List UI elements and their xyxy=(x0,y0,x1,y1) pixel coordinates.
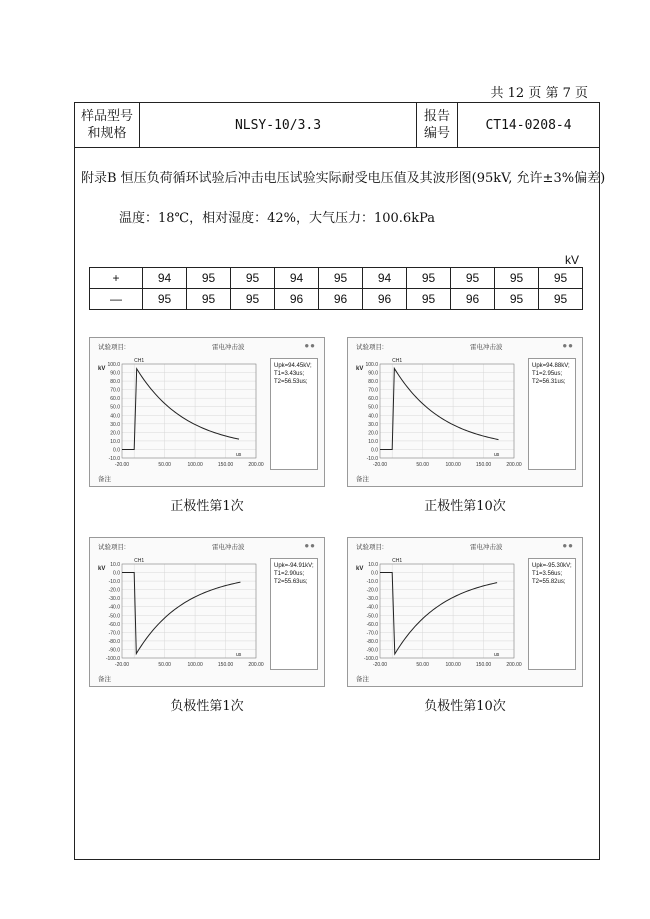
x-tick-label: 150.00 xyxy=(475,662,492,668)
y-tick-label: 60.0 xyxy=(368,396,378,403)
voltage-cell: 95 xyxy=(539,268,583,289)
panel-mode: 雷电冲击波 xyxy=(470,544,503,551)
waveform-panel xyxy=(89,537,325,687)
y-tick-label: -20.0 xyxy=(366,587,378,594)
voltage-cell: 96 xyxy=(319,289,363,310)
plot-area xyxy=(122,364,256,458)
t1-value: T1=3.56us; xyxy=(532,571,563,577)
voltage-cell: 94 xyxy=(143,268,187,289)
upk-value: Upk=-95.30kV; xyxy=(532,563,572,569)
y-tick-label: -30.0 xyxy=(108,596,120,603)
report-no-label: 报告 编号 xyxy=(417,103,458,147)
status-dots-icon: ●● xyxy=(562,341,574,350)
waveform-panel xyxy=(347,537,583,687)
voltage-cell: 95 xyxy=(451,268,495,289)
voltage-cell: 94 xyxy=(363,268,407,289)
voltage-cell: 95 xyxy=(187,268,231,289)
y-tick-label: -100.0 xyxy=(105,656,120,662)
waveform-params xyxy=(528,558,576,670)
status-dots-icon: ●● xyxy=(304,341,316,350)
y-tick-label: 30.0 xyxy=(110,421,120,428)
panel-title: 试验项目: xyxy=(98,544,126,551)
panel-note: 备注 xyxy=(356,676,369,683)
x-unit-label: us xyxy=(494,452,500,458)
y-tick-label: -10.0 xyxy=(366,579,378,586)
x-unit-label: us xyxy=(494,652,500,658)
x-tick-label: -20.00 xyxy=(114,462,130,468)
voltage-cell: 95 xyxy=(231,268,275,289)
y-tick-label: -10.0 xyxy=(108,579,120,586)
y-tick-label: 0.0 xyxy=(113,570,120,577)
voltage-cell: 94 xyxy=(275,268,319,289)
y-tick-label: 40.0 xyxy=(110,413,120,420)
y-tick-label: -50.0 xyxy=(366,613,378,620)
y-unit-label: kV xyxy=(356,566,364,572)
y-tick-label: -40.0 xyxy=(108,604,120,611)
panel-mode: 雷电冲击波 xyxy=(212,544,245,551)
y-tick-label: -90.0 xyxy=(108,647,120,654)
voltage-cell: 96 xyxy=(363,289,407,310)
appendix-caption: 附录B 恒压负荷循环试验后冲击电压试验实际耐受电压值及其波形图(95kV, 允许±3%偏差) xyxy=(81,171,606,186)
y-tick-label: 90.0 xyxy=(368,370,378,377)
panel-title: 试验项目: xyxy=(356,344,384,351)
panel-note: 备注 xyxy=(98,476,111,483)
y-unit-label: kV xyxy=(98,366,106,372)
voltage-cell: 95 xyxy=(319,268,363,289)
channel-label: CH1 xyxy=(392,558,403,564)
waveform-chart xyxy=(354,354,526,472)
channel-label: CH1 xyxy=(134,558,145,564)
y-tick-label: 0.0 xyxy=(371,447,378,454)
x-unit-label: us xyxy=(236,652,242,658)
x-tick-label: 200.00 xyxy=(248,662,264,668)
voltage-cell: 96 xyxy=(275,289,319,310)
test-conditions: 温度：18℃，相对湿度：42%，大气压力：100.6kPa xyxy=(119,211,435,226)
y-tick-label: -70.0 xyxy=(366,630,378,637)
y-tick-label: -60.0 xyxy=(366,621,378,628)
y-tick-label: 100.0 xyxy=(365,362,378,368)
x-tick-label: 100.00 xyxy=(187,662,203,668)
t1-value: T1=2.90us; xyxy=(274,571,305,577)
table-row xyxy=(90,289,583,310)
y-tick-label: 40.0 xyxy=(368,413,378,420)
waveform-params xyxy=(528,358,576,470)
voltage-cell: 95 xyxy=(495,289,539,310)
y-tick-label: -20.0 xyxy=(108,587,120,594)
waveform-chart xyxy=(96,354,268,472)
y-tick-label: 30.0 xyxy=(368,421,378,428)
x-tick-label: 150.00 xyxy=(217,662,234,668)
waveform-chart xyxy=(354,554,526,672)
report-no-value: CT14-0208-4 xyxy=(485,117,572,133)
x-tick-label: 50.00 xyxy=(158,662,171,668)
waveform-trace xyxy=(380,573,497,654)
panel-note: 备注 xyxy=(356,476,369,483)
voltage-cell: 95 xyxy=(143,289,187,310)
x-tick-label: 50.00 xyxy=(416,662,429,668)
x-tick-label: 200.00 xyxy=(506,462,522,468)
page-number: 共 12 页 第 7 页 xyxy=(490,86,588,101)
voltage-cell: 95 xyxy=(407,268,451,289)
x-tick-label: 200.00 xyxy=(248,462,264,468)
x-tick-label: 50.00 xyxy=(158,462,171,468)
waveform-caption: 负极性第10次 xyxy=(424,699,506,714)
x-tick-label: -20.00 xyxy=(372,462,388,468)
unit-label: kV xyxy=(564,253,579,267)
t1-value: T1=2.95us; xyxy=(532,371,563,377)
y-tick-label: 50.0 xyxy=(368,404,378,411)
channel-label: CH1 xyxy=(392,358,403,364)
y-unit-label: kV xyxy=(98,566,106,572)
y-tick-label: -70.0 xyxy=(108,630,120,637)
voltage-cell: 95 xyxy=(231,289,275,310)
y-tick-label: 90.0 xyxy=(110,370,120,377)
y-tick-label: 0.0 xyxy=(113,447,120,454)
y-tick-label: -30.0 xyxy=(366,596,378,603)
voltage-cell: 96 xyxy=(451,289,495,310)
y-tick-label: -80.0 xyxy=(366,638,378,645)
panel-mode: 雷电冲击波 xyxy=(470,344,503,351)
waveform-params xyxy=(270,358,318,470)
y-tick-label: -60.0 xyxy=(108,621,120,628)
panel-mode: 雷电冲击波 xyxy=(212,344,245,351)
x-tick-label: 100.00 xyxy=(445,462,461,468)
x-tick-label: 150.00 xyxy=(475,462,492,468)
y-tick-label: 0.0 xyxy=(371,570,378,577)
y-tick-label: 60.0 xyxy=(110,396,120,403)
y-tick-label: -40.0 xyxy=(366,604,378,611)
report-header xyxy=(75,103,599,148)
status-dots-icon: ●● xyxy=(304,541,316,550)
model-value: NLSY-10/3.3 xyxy=(140,103,417,147)
waveform-panel xyxy=(89,337,325,487)
voltage-cell: 95 xyxy=(495,268,539,289)
voltage-cell: 95 xyxy=(187,289,231,310)
waveform-caption: 正极性第10次 xyxy=(424,499,506,514)
panel-note: 备注 xyxy=(98,676,111,683)
y-tick-label: -50.0 xyxy=(108,613,120,620)
waveform-caption: 负极性第1次 xyxy=(170,699,244,714)
polarity-cell: + xyxy=(90,268,143,289)
panel-title: 试验项目: xyxy=(356,544,384,551)
voltage-cell: 95 xyxy=(539,289,583,310)
y-tick-label: 10.0 xyxy=(368,438,378,445)
y-tick-label: 50.0 xyxy=(110,404,120,411)
model-label: 样品型号 和规格 xyxy=(75,103,140,147)
y-tick-label: 80.0 xyxy=(110,379,120,386)
y-tick-label: 70.0 xyxy=(368,387,378,394)
voltage-table xyxy=(89,267,583,310)
x-tick-label: -20.00 xyxy=(114,662,130,668)
x-tick-label: 50.00 xyxy=(416,462,429,468)
y-tick-label: 20.0 xyxy=(110,430,120,437)
t2-value: T2=55.82us; xyxy=(532,579,566,585)
x-unit-label: us xyxy=(236,452,242,458)
y-tick-label: 10.0 xyxy=(368,562,378,568)
y-tick-label: 70.0 xyxy=(110,387,120,394)
waveform-params xyxy=(270,558,318,670)
y-tick-label: 20.0 xyxy=(368,430,378,437)
x-tick-label: -20.00 xyxy=(372,662,388,668)
y-tick-label: -10.0 xyxy=(366,456,378,462)
channel-label: CH1 xyxy=(134,358,145,364)
x-tick-label: 100.00 xyxy=(187,462,203,468)
waveform-caption: 正极性第1次 xyxy=(170,499,244,514)
voltage-cell: 95 xyxy=(407,289,451,310)
y-tick-label: 80.0 xyxy=(368,379,378,386)
y-tick-label: 100.0 xyxy=(107,362,120,368)
plot-area xyxy=(380,564,514,658)
y-tick-label: -80.0 xyxy=(108,638,120,645)
polarity-cell: — xyxy=(90,289,143,310)
x-tick-label: 200.00 xyxy=(506,662,522,668)
y-unit-label: kV xyxy=(356,366,364,372)
waveform-chart xyxy=(96,554,268,672)
report-frame xyxy=(74,102,606,860)
t1-value: T1=3.43us; xyxy=(274,371,305,377)
upk-value: Upk=94.88kV; xyxy=(532,363,570,369)
x-tick-label: 100.00 xyxy=(445,662,461,668)
upk-value: Upk=94.45kV; xyxy=(274,363,312,369)
waveform-panel xyxy=(347,337,583,487)
y-tick-label: -100.0 xyxy=(363,656,378,662)
upk-value: Upk=-94.91kV; xyxy=(274,563,314,569)
t2-value: T2=56.53us; xyxy=(274,379,308,385)
table-row xyxy=(90,268,583,289)
y-tick-label: 10.0 xyxy=(110,562,120,568)
y-tick-label: 10.0 xyxy=(110,438,120,445)
waveform-trace xyxy=(380,368,498,449)
status-dots-icon: ●● xyxy=(562,541,574,550)
waveform-trace xyxy=(122,573,240,654)
panel-title: 试验项目: xyxy=(98,344,126,351)
x-tick-label: 150.00 xyxy=(217,462,234,468)
t2-value: T2=56.31us; xyxy=(532,379,566,385)
y-tick-label: -10.0 xyxy=(108,456,120,462)
t2-value: T2=55.63us; xyxy=(274,579,308,585)
y-tick-label: -90.0 xyxy=(366,647,378,654)
